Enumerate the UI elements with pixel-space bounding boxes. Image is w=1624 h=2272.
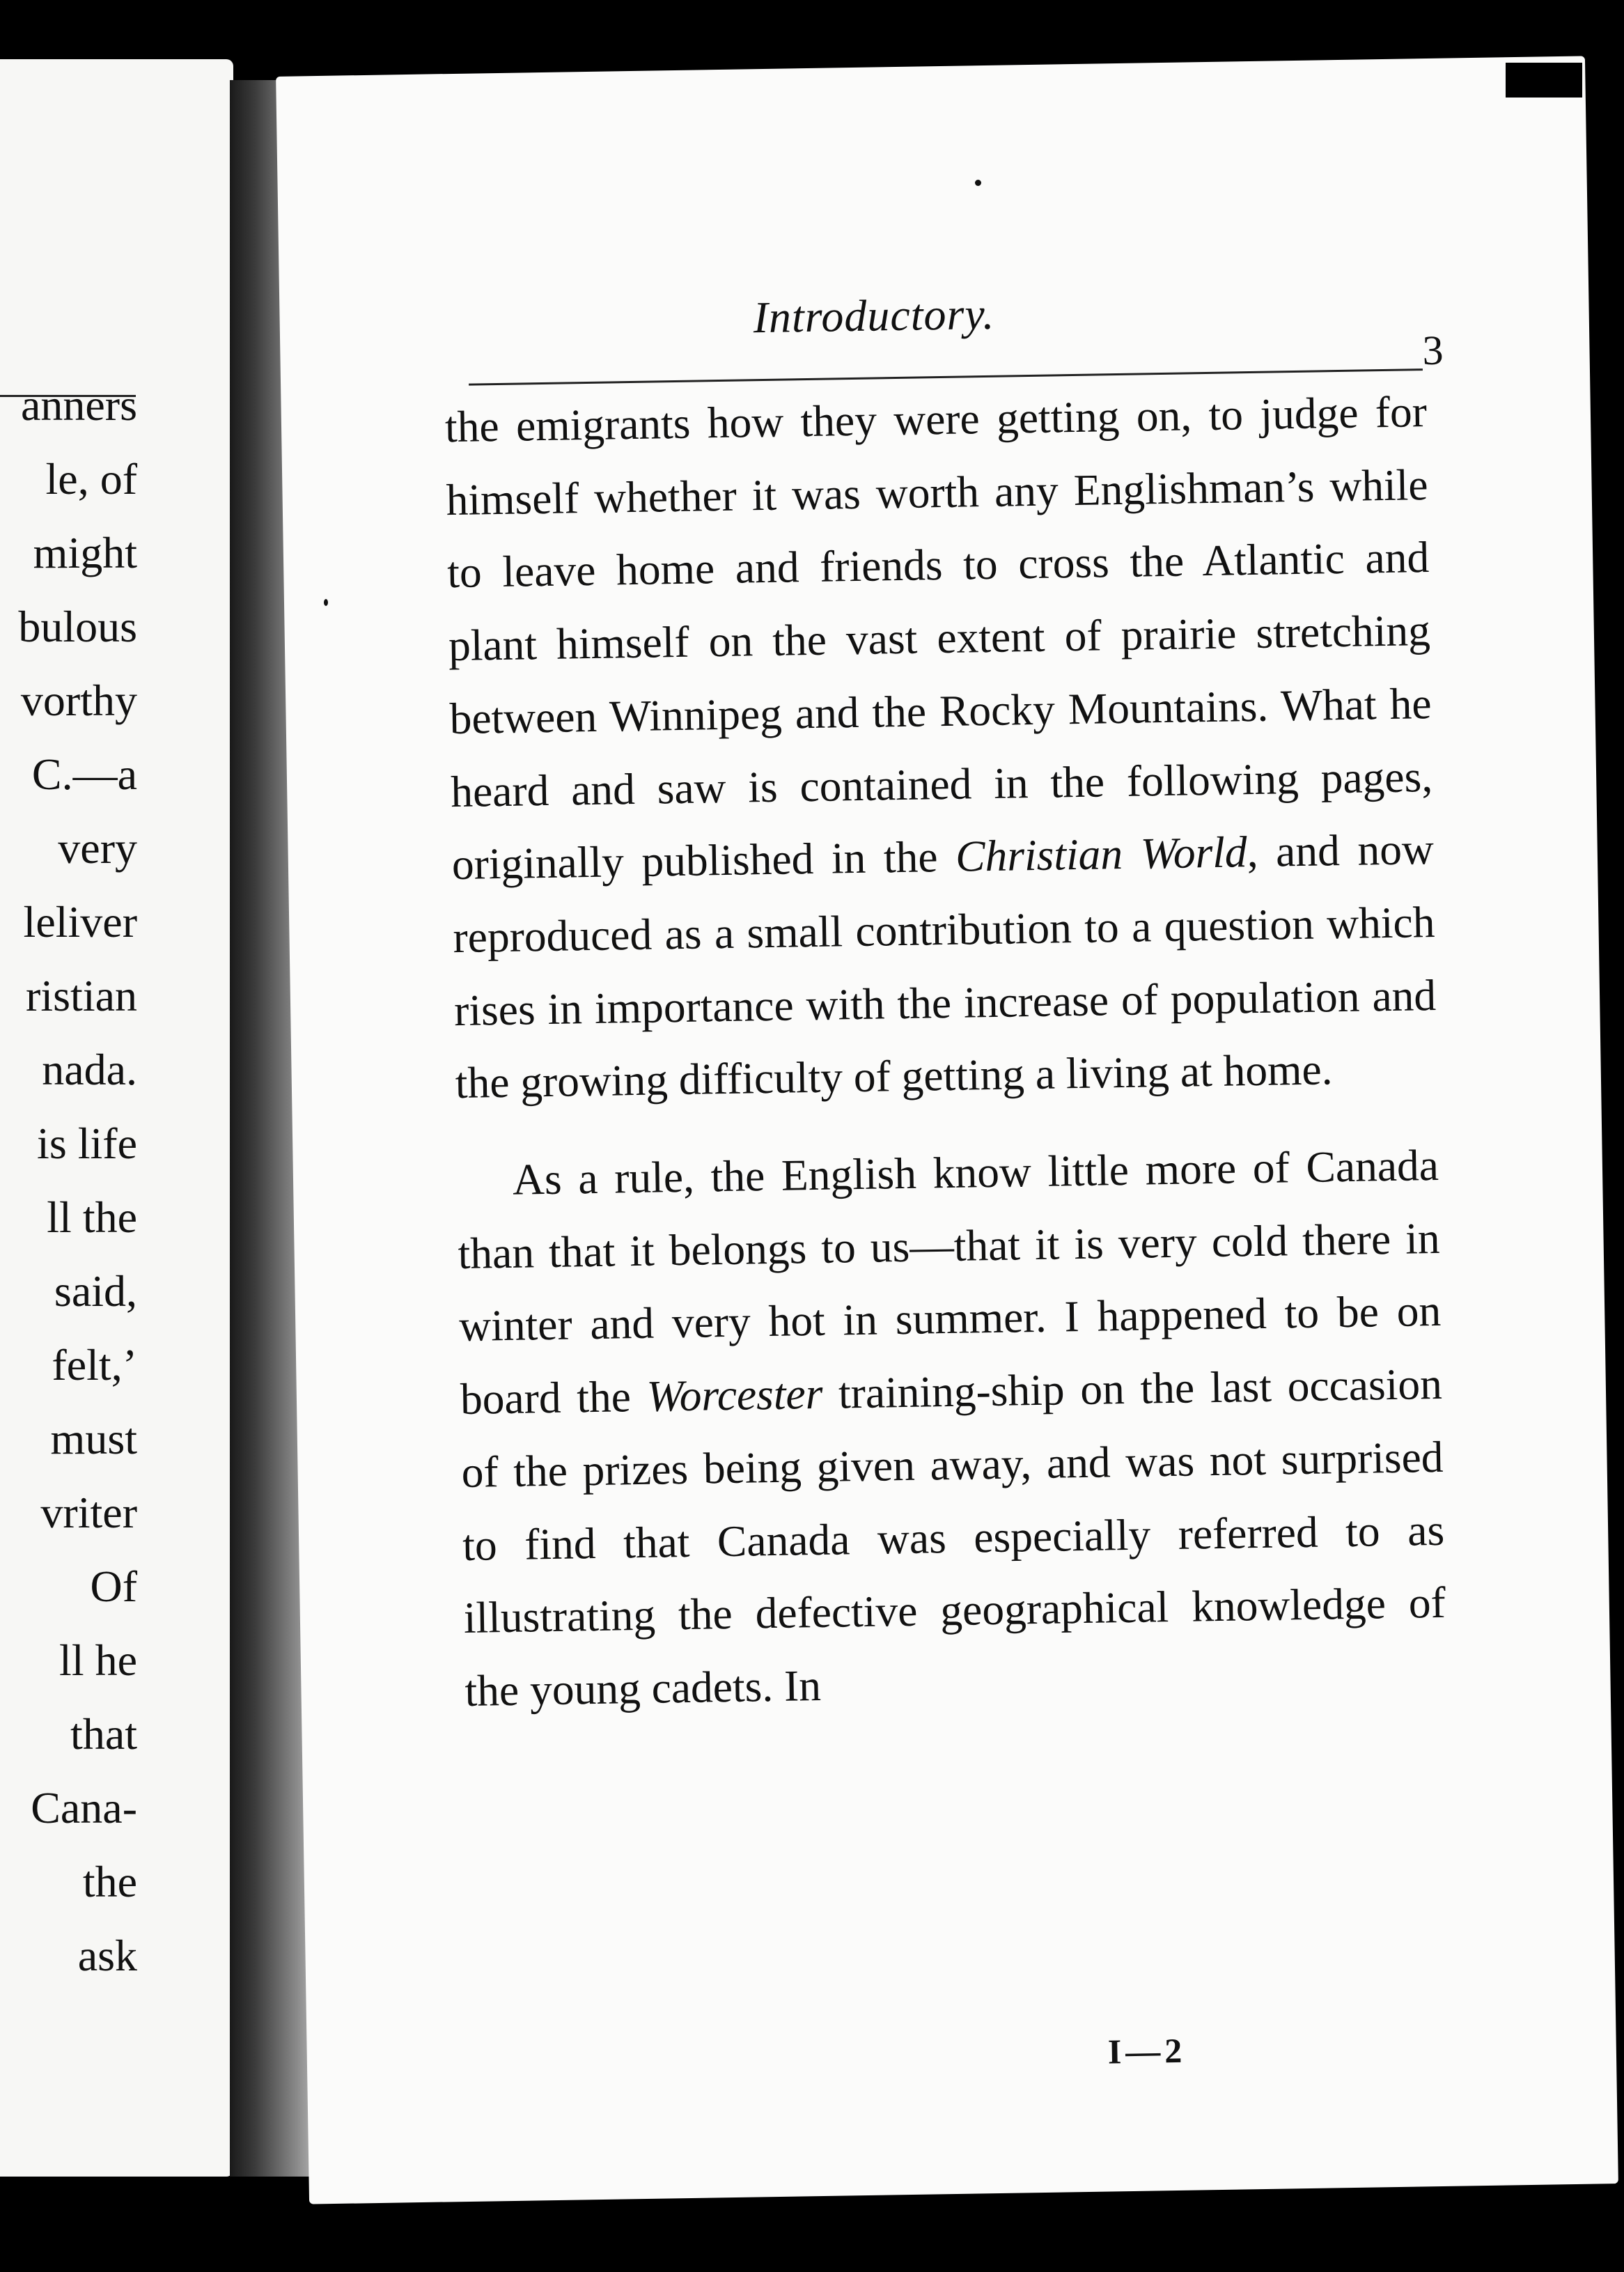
left-page (0, 59, 233, 2177)
left-page-line: Cana- (31, 1783, 137, 1833)
left-page-line: vriter (40, 1488, 137, 1537)
left-page-line: leliver (23, 897, 137, 947)
paragraph-1 (444, 375, 1437, 1120)
left-page-line: very (58, 823, 137, 873)
paragraph-1-text: the emigrants how they were getting on, to judge for himself whether it was worth any Englishman’s while to leave home and friends to cross the Atlantic and plant himself on the vast extent of prairie stretching between Winnipeg and the Rocky Mountains. What he heard and saw is contained in the following pages, originally published in the (444, 387, 1433, 889)
paragraph-2 (456, 1129, 1447, 1728)
left-page-line: ristian (26, 971, 137, 1020)
scan-speck (324, 599, 328, 606)
left-page-line: felt,’ (52, 1340, 137, 1390)
left-page-line: Of (90, 1562, 137, 1611)
left-page-line: le, of (45, 454, 137, 504)
left-page-line: might (33, 528, 137, 577)
signature-mark: I—2 (1107, 2030, 1187, 2071)
scan-corner-mark (1506, 63, 1582, 98)
running-head: Introductory. (753, 288, 995, 343)
scan-speck (975, 180, 981, 186)
left-page-line: ask (77, 1931, 137, 1980)
left-page-line: ll he (59, 1635, 137, 1685)
left-page-line: the (82, 1857, 137, 1906)
left-page-line: must (50, 1414, 137, 1463)
paragraph-2-text: As a rule, the English know little more of Canada than that it belongs to us—that it is very cold there in winter and very hot in summer. I happened to be on board the (458, 1139, 1442, 1424)
body-text (444, 375, 1447, 1728)
left-page-line: is life (37, 1119, 137, 1168)
left-page-line: that (70, 1709, 137, 1759)
left-page-line: C.—a (31, 749, 137, 799)
paragraph-2-italic-title: Worcester (646, 1368, 823, 1421)
right-page (276, 56, 1618, 2204)
paragraph-1-italic-title: Christian World (955, 827, 1248, 881)
left-page-line: said, (54, 1266, 137, 1316)
left-page-line: anners (20, 380, 137, 430)
page-number: 3 (1421, 327, 1444, 374)
left-page-line: nada. (42, 1045, 137, 1094)
left-page-line: bulous (18, 602, 137, 651)
paragraph-2-text-cont: training-ship on the last occasion of the prizes being given away, and was not surprised to find that Canada was especially referred to as illustrating the defective geographical knowledge of the young cadets. In (461, 1359, 1446, 1715)
left-page-line: vorthy (20, 676, 137, 725)
left-page-line: ll the (47, 1192, 137, 1242)
paragraph-1-text-cont: , and now reproduced as a small contribution to a question which rises in importance with the increase of population and the growing difficulty of getting a living at home. (453, 824, 1437, 1108)
